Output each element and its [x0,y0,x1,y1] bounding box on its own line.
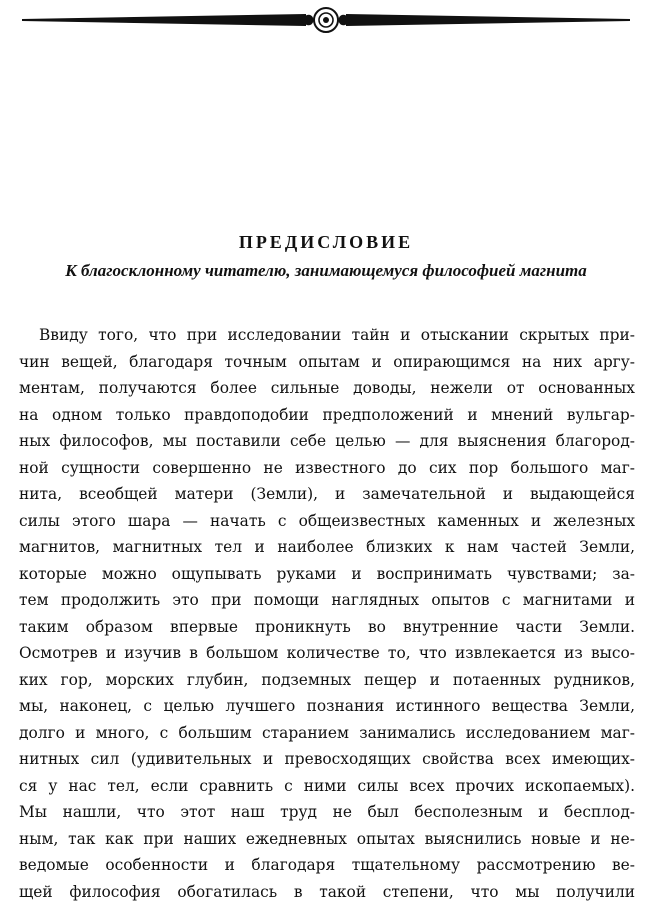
text-line: щей философия обогатилась в такой степени, что мы получили [19,879,635,905]
text-line: ных философов, мы поставили себе целью — для выяснения благород- [19,428,635,455]
page-subtitle: К благосклонному читателю, занимающемуся философией магнита [40,261,612,281]
body-text [19,322,635,905]
text-line: силы этого шара — начать с общеизвестных каменных и железных [19,508,635,535]
text-line: таким образом впервые проникнуть во внутренние части Земли. [19,614,635,641]
text-line: магнитов, магнитных тел и наиболее близких к нам частей Земли, [19,534,635,561]
text-line: ся у нас тел, если сравнить с ними силы всех прочих ископаемых). [19,773,635,800]
text-line: ведомые особенности и благодаря тщательному рассмотрению ве- [19,852,635,879]
text-line: ным, так как при наших ежедневных опытах выяснились новые и не- [19,826,635,853]
text-line: ной сущности совершенно не известного до сих пор большого маг- [19,455,635,482]
page-title: ПРЕДИСЛОВИЕ [0,231,652,253]
text-line: Осмотрев и изучив в большом количестве то, что извлекается из высо- [19,640,635,667]
text-line: нита, всеобщей матери (Земли), и замечательной и выдающейся [19,481,635,508]
text-line: нитных сил (удивительных и превосходящих свойства всех имеющих- [19,746,635,773]
text-line: долго и много, с большим старанием занимались исследованием маг- [19,720,635,747]
text-line: на одном только правдоподобии предположений и мнений вульгар- [19,402,635,429]
header-ornament [22,6,630,34]
text-line: тем продолжить это при помощи наглядных опытов с магнитами и [19,587,635,614]
text-line: которые можно ощупывать руками и воспринимать чувствами; за- [19,561,635,588]
text-line: мы, наконец, с целью лучшего познания истинного вещества Земли, [19,693,635,720]
text-line: ких гор, морских глубин, подземных пещер и потаенных рудников, [19,667,635,694]
text-line: Ввиду того, что при исследовании тайн и отыскании скрытых при- [19,322,635,349]
text-line: чин вещей, благодаря точным опытам и опирающимся на них аргу- [19,349,635,376]
text-line: Мы нашли, что этот наш труд не был бесполезным и бесплод- [19,799,635,826]
text-line: ментам, получаются более сильные доводы, нежели от основанных [19,375,635,402]
